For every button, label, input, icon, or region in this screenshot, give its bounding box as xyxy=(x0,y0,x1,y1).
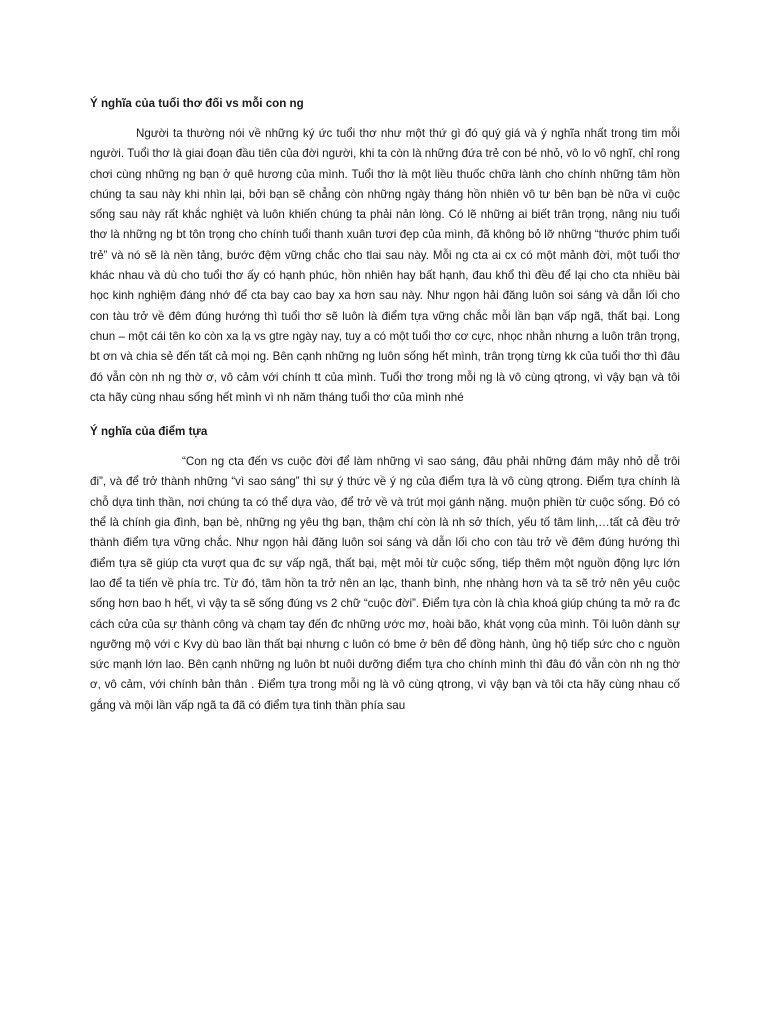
section-spacer xyxy=(90,408,680,422)
section-heading-childhood: Ý nghĩa của tuổi thơ đối vs mỗi con ng xyxy=(90,97,304,110)
paragraph-childhood: Người ta thường nói về những ký ức tuổi thơ như một thứ gì đó quý giá và ý nghĩa nhất trong tim mỗi người. Tuổi thơ là giai đoạn đầu tiên của đời người, khi ta còn là những đứa trẻ con bé nhỏ, vô lo vô nghĩ, chỉ rong chơi cùng những ng bạn ở quê hương của mình. Tuổi thơ là một liều thuốc chữa lành cho chính những tâm hồn chúng ta sau này khi nhìn lại, bởi bạn sẽ chẳng còn những ngày tháng hồn nhiên vô tư bên bạn bè nữa vì cuộc sống sau này rất khắc nghiệt và luôn khiến chúng ta phải nản lòng. Có lẽ những ai biết trân trọng, nâng niu tuổi thơ là những ng bt tôn trọng cho chính tuổi thanh xuân tươi đẹp của mình, đã không bỏ lỡ những “thước phim tuổi trẻ” và nó sẽ là nền tảng, bước đệm vững chắc cho tlai sau này. Mỗi ng cta ai cx có một mảnh đời, một tuổi thơ khác nhau và dù cho tuổi thơ ấy có hạnh phúc, hồn nhiên hay bất hạnh, đau khổ thì đều để lại cho cta nhiều bài học kinh nghiệm đáng nhớ để cta bay cao bay xa hơn sau này. Như ngọn hải đăng luôn soi sáng và dẫn lối cho con tàu trở về đêm đúng hướng thì tuổi thơ sẽ luôn là điểm tựa vững chắc mỗi lần bạn vấp ngã, thất bại. Long chun – một cái tên ko còn xa lạ vs gtre ngày nay, tuy a có một tuổi thơ cơ cực, nhọc nhằn nhưng a luôn trân trọng, bt ơn và chia sẻ đến tất cả mọi ng. Bên cạnh những ng luôn sống hết mình, trân trọng từng kk của tuổi thơ thì đâu đó vẫn còn nh ng thờ ơ, vô cảm với chính tt của mình. Tuổi thơ trong mỗi ng là vô cùng qtrong, vì vậy bạn và tôi cta hãy cùng nhau sống hết mình vì nh năm tháng tuổi thơ của mình nhé xyxy=(90,127,680,404)
section-heading-support: Ý nghĩa của điểm tựa xyxy=(90,425,208,439)
document-body xyxy=(90,94,680,716)
paragraph-support: “Con ng cta đến vs cuộc đời để làm những vì sao sáng, đâu phải những đám mây nhỏ dễ trôi đi”, và để trở thành những “vì sao sáng” thì sự ý thức về ý ng của điểm tựa là vô cùng qtrong. Điểm tựa chính là chỗ dựa tinh thần, nơi chúng ta có thể dựa vào, để trở về và trút mọi gánh nặng. muộn phiền từ cuộc sống. Đó có thể là chính gia đình, bạn bè, những ng yêu thg bạn, thậm chí còn là nh sở thích, yếu tố tâm linh,…tất cả đều trở thành điểm tựa vững chắc. Như ngọn hải đăng luôn soi sáng và dẫn lối cho con tàu trở về đêm đúng hướng thì điểm tựa sẽ giúp cta vượt qua đc sự vấp ngã, thất bại, mệt mỏi từ cuộc sống, tiếp thêm một nguồn động lực lớn lao để ta tiến về phía trc. Từ đó, tâm hồn ta trở nên an lạc, thanh bình, nhẹ nhàng hơn và ta sẽ trở nên yêu cuộc sống hơn bao h hết, vì vậy ta sẽ sống đúng vs 2 chữ “cuộc đời”. Điểm tựa còn là chìa khoá giúp chúng ta mở ra đc cách cửa của sự thành công và chạm tay đến đc những ước mơ, hoài bão, khát vọng của mình. Tôi luôn dành sự ngưỡng mộ với c Kvy dù bao lần thất bại nhưng c luôn có bme ở bên để đồng hành, ủng hộ tiếp sức cho c nguồn sức mạnh lớn lao. Bên cạnh những ng luôn bt nuôi dưỡng điểm tựa cho chính mình thì đâu đó vẫn còn nh ng thờ ơ, vô cảm, với chính bản thân . Điểm tựa trong mỗi ng là vô cùng qtrong, vì vậy bạn và tôi cta hãy cùng nhau cố gắng và mội lần vấp ngã ta đã có điểm tựa tinh thần phía sau xyxy=(90,455,680,712)
